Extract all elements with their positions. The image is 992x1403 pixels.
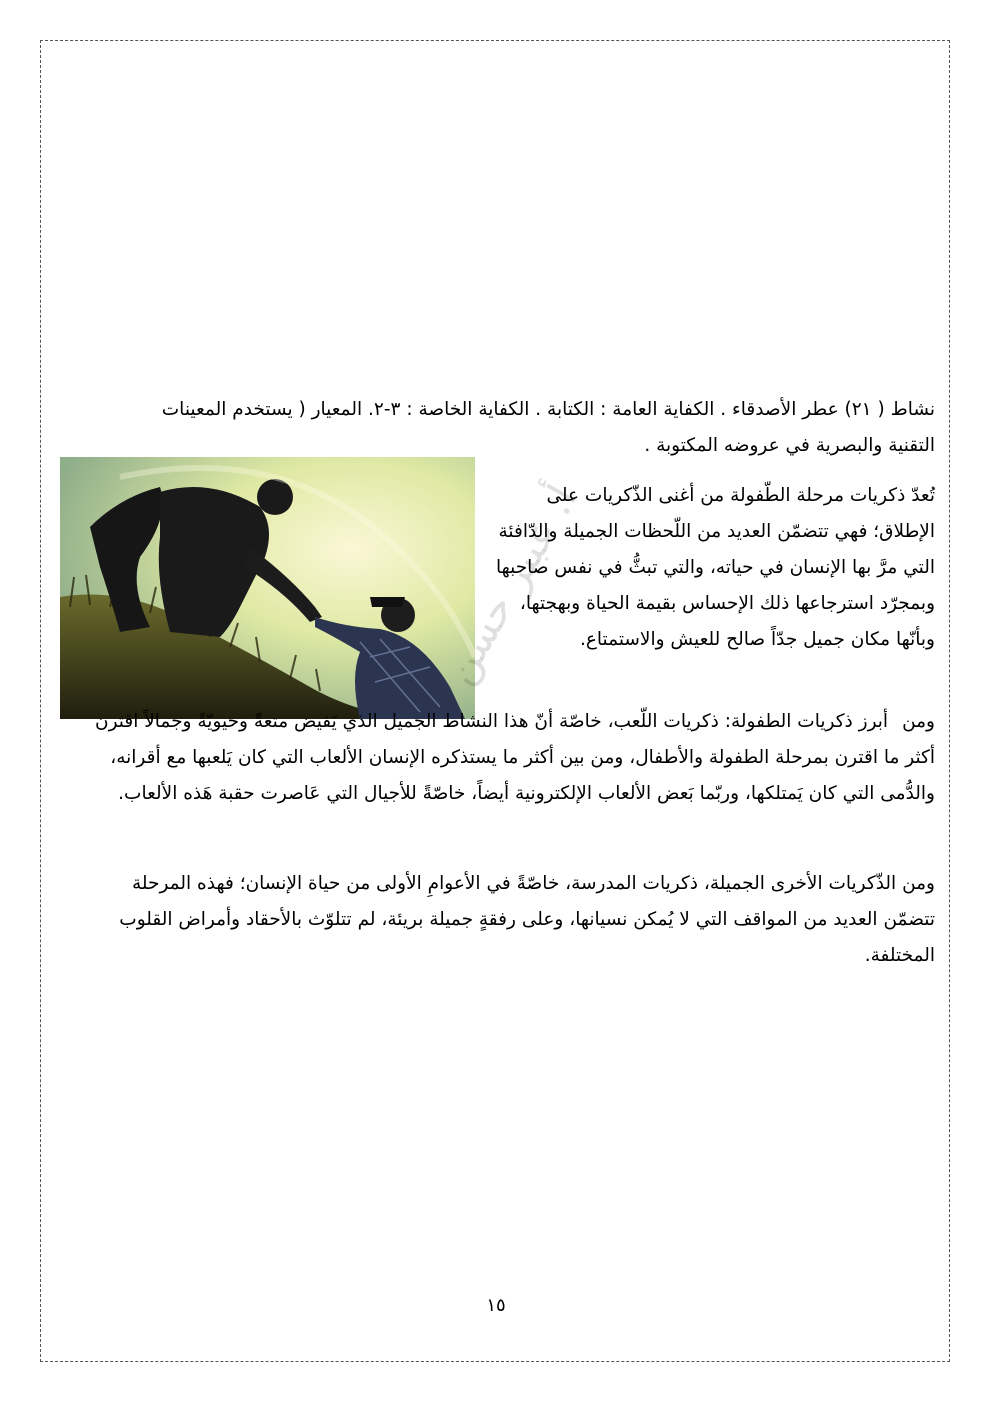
helping-hand-photo <box>60 457 475 719</box>
paragraph-school-memories: ومن الذّكريات الأخرى الجميلة، ذكريات المدرسة، خاصّةً في الأعوامِ الأولى من حياة الإنسان؛ فهذه المرحلة تتضمّن العديد من المواقف التي لا يُمكن نسيانها، وعلى رفقةٍ جميلة بريئة، لم تتلوّث بالأحقاد وأمراض القلوب المختلفة. <box>119 873 935 966</box>
paragraph-play-body: أبرز ذكريات الطفولة: ذكريات اللّعب، خاصّة أنّ هذا النشاط الجميل الذي يَفيض متعةً وحيويّةً وجمالاً اقترن أكثر ما اقترن بمرحلة الطفولة والأطفال، ومن بين أكثر ما يستذكره الإنسان الألعاب التي كان يَلعبها مع أقرانه، والدُّمى التي كان يَمتلكها، وربّما بَعض الألعاب الإلكترونية أيضاً، خاصّةً للأجيال التي عَاصرت حقبة هَذه الألعاب. <box>95 711 935 804</box>
author-watermark: أ. عبير حسن <box>433 476 587 693</box>
page-number: ١٥ <box>486 1295 506 1316</box>
paragraph-lead-word: ومن <box>902 711 935 732</box>
activity-header: نشاط ( ٢١) عطر الأصدقاء . الكفاية العامة : الكتابة . الكفاية الخاصة : ٣-٢. المعيار ( يستخدم المعينات التقنية والبصرية في عروضه المكتوبة . <box>161 399 935 456</box>
paragraph-childhood-memories: تُعدّ ذكريات مرحلة الطّفولة من أغنى الذّكريات على الإطلاق؛ فهي تتضمّن العديد من اللّحظات الجميلة والدّافئة التي مرَّ بها الإنسان في حياته، والتي تبثُّ في نفس صاحبها وبمجرّد استرجاعها ذلك الإحساس بقيمة الحياة وبهجتها، وبأنّها مكان جميل جدّاً صالح للعيش والاستمتاع. <box>495 485 935 650</box>
paragraph-play-memories <box>85 704 935 812</box>
